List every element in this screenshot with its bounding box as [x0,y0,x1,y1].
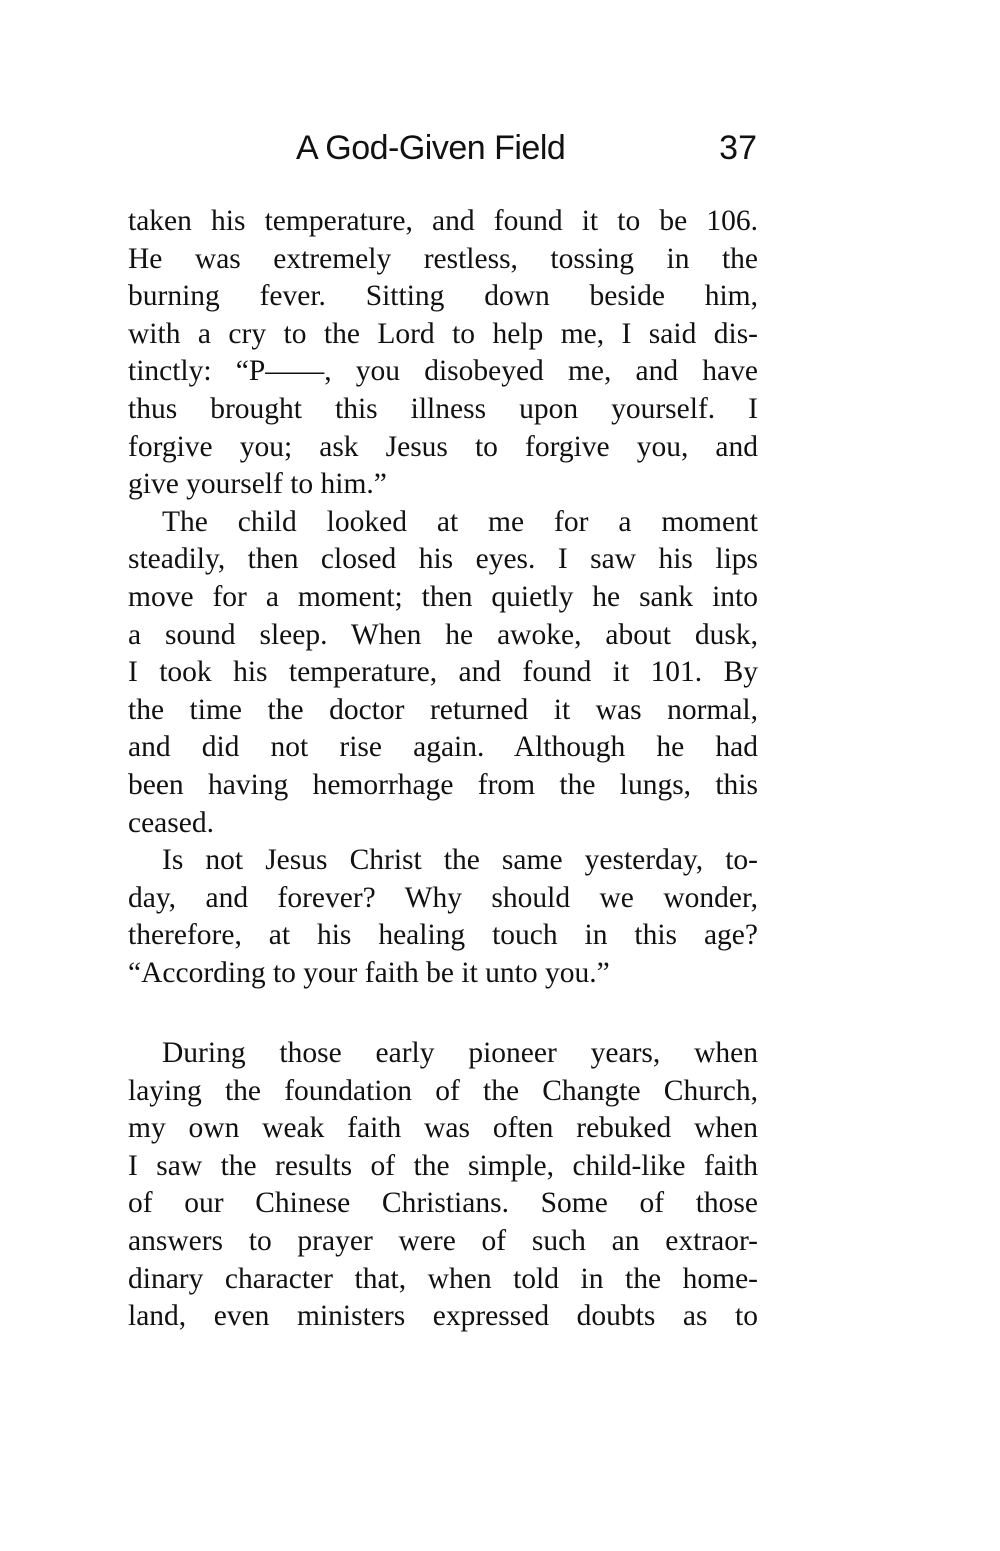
text-line: I took his temperature, and found it 101. By [128,656,758,689]
text-line: He was extremely restless, tossing in the [128,242,758,275]
text-line: therefore, at his healing touch in this age? [128,919,758,952]
text-line: tinctly: “P——, you disobeyed me, and have [128,355,758,388]
text-line: with a cry to the Lord to help me, I said dis- [128,317,758,350]
text-line: forgive you; ask Jesus to forgive you, and [128,430,758,463]
text-line: taken his temperature, and found it to be 106. [128,205,758,237]
text-line: laying the foundation of the Changte Church, [128,1074,758,1107]
text-line: land, even ministers expressed doubts as to [128,1300,758,1333]
text-line: my own weak faith was often rebuked when [128,1112,758,1145]
text-line: give yourself to him.” [128,468,387,501]
text-line: and did not rise again. Although he had [128,731,758,764]
text-line: burning fever. Sitting down beside him, [128,280,758,313]
text-line: I saw the results of the simple, child-like faith [128,1149,758,1182]
text-line: “According to your faith be it unto you.” [128,956,610,989]
text-line: The child looked at me for a moment [162,505,758,538]
running-title: A God-Given Field [296,129,566,167]
text-line: During those early pioneer years, when [162,1037,758,1069]
text-line: the time the doctor returned it was normal, [128,693,758,726]
text-line: a sound sleep. When he awoke, about dusk, [128,618,758,651]
text-line: dinary character that, when told in the home- [128,1262,758,1295]
text-line: Is not Jesus Christ the same yesterday, to- [162,844,758,877]
text-line: day, and forever? Why should we wonder, [128,881,758,914]
text-line: answers to prayer were of such an extraor- [128,1224,758,1257]
text-line: ceased. [128,806,214,839]
text-line: move for a moment; then quietly he sank into [128,580,758,613]
text-line: of our Chinese Christians. Some of those [128,1187,758,1220]
text-line: thus brought this illness upon yourself. I [128,392,758,425]
page-number: 37 [719,129,757,167]
text-block-1 [128,203,758,992]
text-line: been having hemorrhage from the lungs, this [128,768,758,801]
text-block-2 [128,1035,758,1336]
text-line: steadily, then closed his eyes. I saw his lips [128,543,758,576]
